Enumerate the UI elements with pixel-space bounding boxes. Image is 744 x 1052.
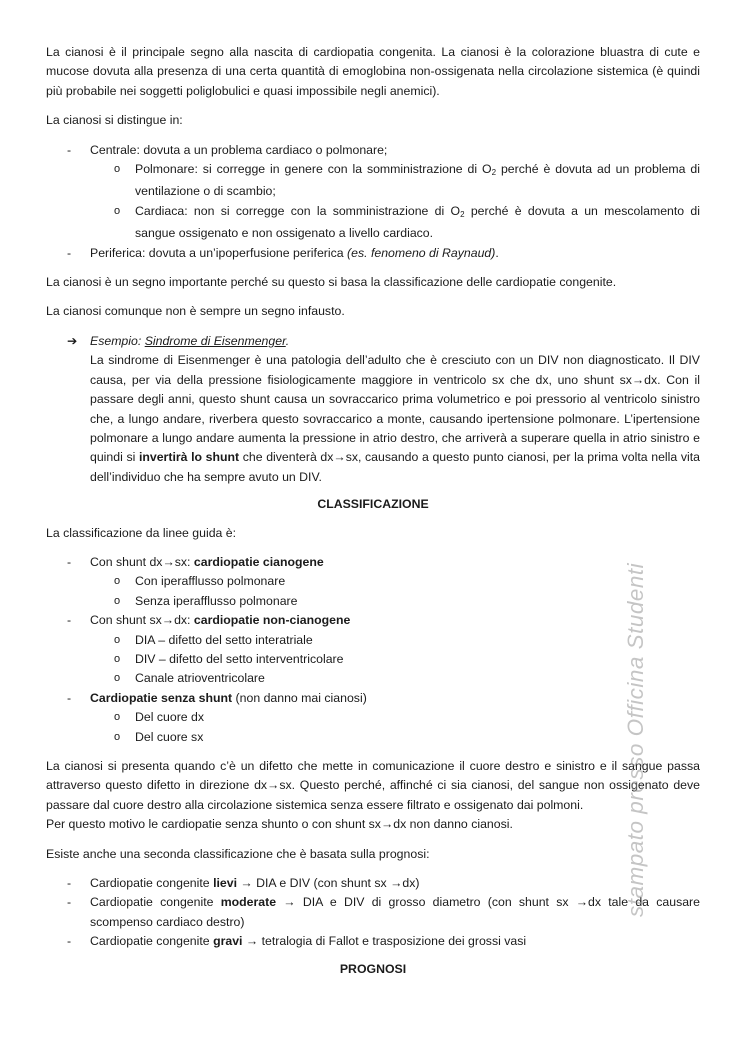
dash-bullet: -: [67, 613, 72, 628]
circle-bullet: o: [114, 204, 121, 217]
explanation-paragraph: La cianosi si presenta quando c’è un difetto che mette in comunicazione il cuore destro e sinistro e il sangue passa attraverso questo difetto in direzione dx→sx. Questo perché, affinché ci sia cianosi, del sangue non ossigenato deve passare dal cuore destro alla circolazione sistemica senza essere filtrato e ossigenato dai polmoni.: [46, 759, 700, 812]
list-item: o DIV – difetto del setto interventricolare: [114, 651, 344, 666]
list-item: o DIA – difetto del setto interatriale: [114, 632, 313, 647]
list-item: o Con iperafflusso polmonare: [114, 574, 286, 589]
list-item-non-cyanogenic: - Con shunt sx→dx: cardiopatie non-cianogene: [46, 611, 700, 630]
dash-bullet: -: [67, 895, 72, 910]
cyanosis-types-list: [46, 141, 700, 263]
watermark: stampato presso Officina Studenti: [623, 562, 648, 917]
list-item-polmonare: o Polmonare: si corregge in genere con la somministrazione di $O_2$ perché è dovuta ad un problema di ventilazione o di scambio;: [114, 162, 700, 199]
explanation-conclusion: Per questo motivo le cardiopatie senza shunto o con shunt sx→dx non danno cianosi.: [46, 817, 513, 832]
example-text: La sindrome di Eisenmenger è una patologia dell’adulto che è cresciuto con un DIV non diagnosticato. Il DIV causa, per via della pressione fisiologicamente maggiore in ventricolo sx che dx, uno shunt sx→dx. Con il passare degli anni, questo shunt causa un sovraccarico prima volumetrico e poi pressorio al ventricolo sinistro che, a lungo andare, riverbera questo sovraccarico a monte, causando ipertensione polmonare. L’ipertensione polmonare a lungo andare aumenta la pressione in atrio destro, che arriverà a superare quella in atrio sinistro e quindi si invertirà lo shunt che diventerà dx→sx, causando a questo punto cianosi, per la prima volta nella vita dell’individuo che ha sempre avuto un DIV.: [90, 353, 700, 484]
dash-bullet: -: [67, 690, 72, 705]
classification-intro: La classificazione da linee guida è:: [46, 525, 237, 540]
classification-heading: CLASSIFICAZIONE: [317, 497, 429, 512]
list-item: o Canale atrioventricolare: [114, 671, 265, 686]
list-item-periferica: - Periferica: dovuta a un’ipoperfusione periferica (es. fenomeno di Raynaud).: [46, 244, 700, 263]
dash-bullet: -: [67, 876, 72, 891]
list-item: o Del cuore dx: [114, 710, 205, 725]
list-item: o Del cuore sx: [114, 729, 204, 744]
list-item-cardiaca: o Cardiaca: non si corregge con la somministrazione di $O_2$ perché è dovuta a un mescolamento di sangue ossigenato e non ossigenato a livello cardiaco.: [114, 203, 700, 241]
importance-paragraph: La cianosi è un segno importante perché su questo si basa la classificazione delle cardiopatie congenite.: [46, 275, 617, 290]
dash-bullet: -: [67, 245, 72, 260]
arrow-icon: ➔: [67, 333, 78, 348]
intro-distinction: La cianosi si distingue in:: [46, 113, 183, 128]
list-item-centrale: - Centrale: dovuta a un problema cardiaco o polmonare;: [46, 141, 700, 160]
classification-list: [46, 553, 700, 747]
dash-bullet: -: [67, 142, 72, 157]
list-item-no-shunt: - Cardiopatie senza shunt (non danno mai cianosi): [46, 689, 700, 708]
example-title: Esempio: Sindrome di Eisenmenger.: [90, 333, 290, 348]
document-page: [46, 43, 700, 988]
example-block: [46, 332, 700, 487]
list-item-cyanogenic: - Con shunt dx→sx: cardiopatie cianogene: [46, 553, 700, 572]
list-item-moderate: - Cardiopatie congenite moderate → DIA e DIV di grosso diametro (con shunt sx →dx tale da causare scompenso cardiaco destro): [67, 895, 700, 929]
intro-paragraph: La cianosi è il principale segno alla nascita di cardiopatia congenita. La cianosi è la colorazione bluastra di cute e mucose dovuta alla presenza di una certa quantità di emoglobina non-ossigenata nella circolazione sistemica (è quindi più probabile nei soggetti poliglobulici e quasi impossibile negli anemici).: [46, 45, 700, 98]
prognosis-heading: PROGNOSI: [339, 961, 407, 976]
prognosis-classification-intro: Esiste anche una seconda classificazione che è basata sulla prognosi:: [46, 846, 430, 861]
not-infaust-paragraph: La cianosi comunque non è sempre un segno infausto.: [46, 304, 345, 319]
list-item: o Senza iperafflusso polmonare: [114, 593, 298, 608]
dash-bullet: -: [67, 554, 72, 569]
dash-bullet: -: [67, 934, 72, 949]
circle-bullet: o: [114, 163, 121, 176]
list-item-severe: - Cardiopatie congenite gravi → tetralogia di Fallot e trasposizione dei grossi vasi: [46, 932, 700, 951]
prognosis-classification-list: [46, 874, 700, 952]
list-item-mild: - Cardiopatie congenite lievi → DIA e DIV (con shunt sx →dx): [46, 874, 700, 893]
